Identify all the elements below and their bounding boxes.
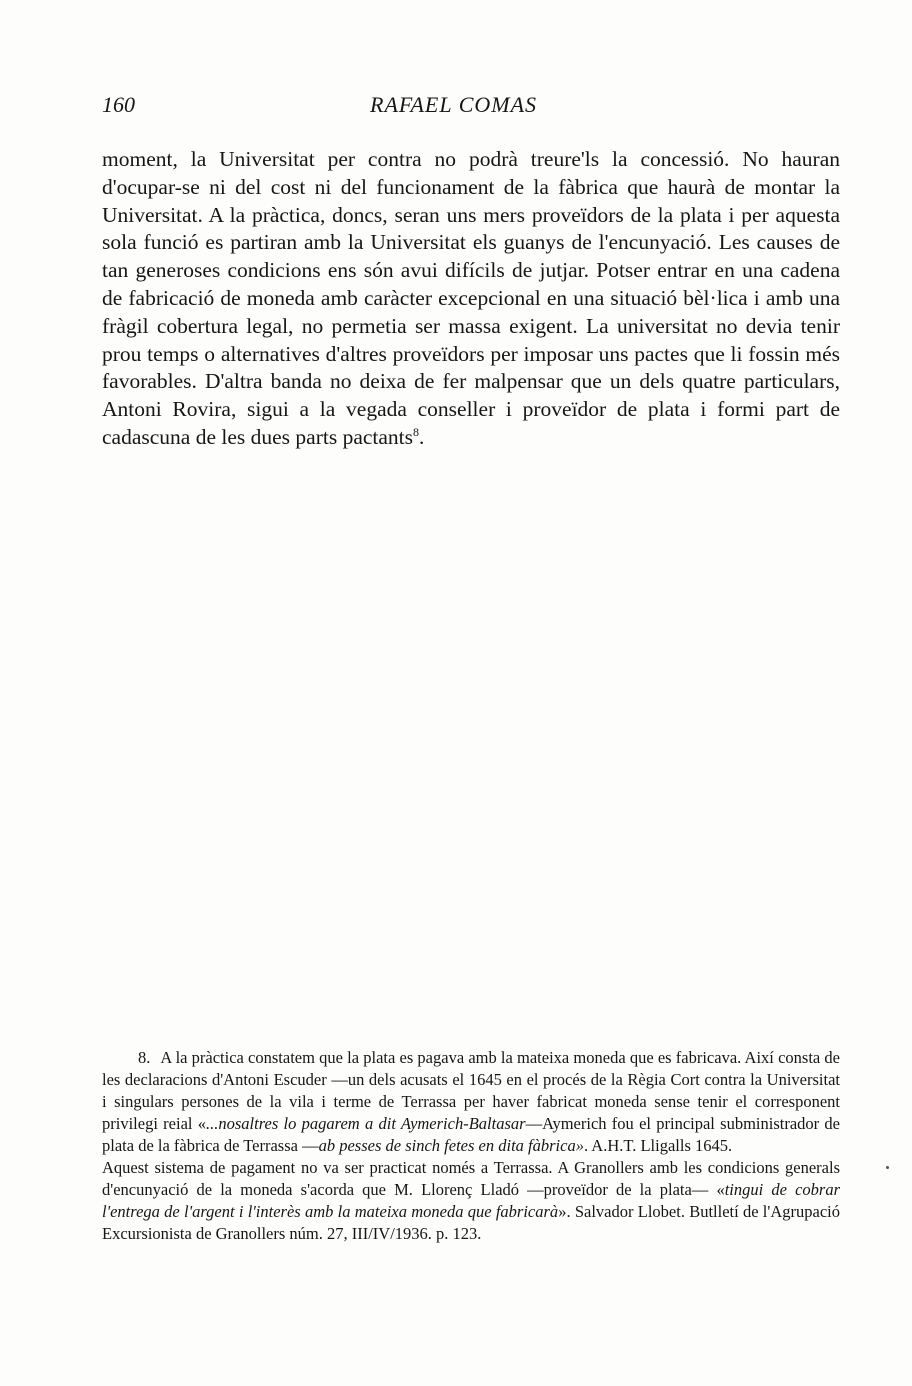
body-paragraph-end: .: [419, 424, 425, 449]
footnote-text: Aquest sistema de pagament no va ser practicat només a Terrassa. A Granollers amb les condicions generals d'encunyació de la moneda s'acorda que M. Llorenç Lladó —proveïdor de la plata— «: [102, 1158, 840, 1199]
body-paragraph-text: moment, la Universitat per contra no podrà treure'ls la concessió. No hauran d'ocupar-se ni del cost ni del funcionament de la fàbrica que haurà de montar la Universitat. A la pràctica, doncs, seran uns mers proveïdors de la plata i per aquesta sola funció es partiran amb la Universitat els guanys de l'encunyació. Les causes de tan generoses condicions ens són avui difícils de jutjar. Potser entrar en una cadena de fabricació de moneda amb caràcter excepcional en una situació bèl·lica i amb una fràgil cobertura legal, no permetia ser massa exigent. La universitat no devia tenir prou temps o alternatives d'altres proveïdors per imposar uns pactes que li fossin més favorables. D'altra banda no deixa de fer malpensar que un dels quatre particulars, Antoni Rovira, sigui a la vegada conseller i proveïdor de plata i formi part de cadascuna de les dues parts pactants: [102, 147, 840, 449]
footnote-8: [102, 1047, 840, 1245]
footnote-quote: ab pesses de sinch fetes en dita fàbrica»: [318, 1136, 584, 1155]
page-number: 160: [102, 92, 135, 117]
footnote-paragraph-2: [102, 1157, 840, 1245]
footnote-reference[interactable]: 8: [413, 424, 420, 439]
body-paragraph: [102, 146, 840, 452]
footnote-text: . A.H.T. Lligalls 1645.: [583, 1136, 733, 1155]
footnote-quote: tingui de cobrar l'entrega de l'argent i l'interès amb la mateixa moneda que fabricarà: [102, 1180, 840, 1221]
footnote-quote: ...nosaltres lo pagarem a dit Aymerich-Baltasar: [206, 1114, 526, 1133]
footnote-number: 8.: [138, 1048, 151, 1067]
scan-speck: [886, 1166, 889, 1169]
footnote-text: ». Salvador Llobet. Butlletí de l'Agrupació Excursionista de Granollers núm. 27, III/IV/1936. p. 123.: [102, 1202, 841, 1243]
footnote-paragraph-1: [102, 1047, 840, 1157]
footnote-text: A la pràctica constatem que la plata es pagava amb la mateixa moneda que es fabricava. Així consta de les declaracions d'Antoni Escuder —un dels acusats el 1645 en el procés de la Règia Cort contra la Universitat i singulars persones de la vila i terme de Terrassa per haver fabricat moneda sense tenir el corresponent privilegi reial «: [102, 1048, 840, 1133]
running-title: RAFAEL COMAS: [370, 92, 538, 117]
running-head: [102, 92, 842, 122]
footnote-text: —Aymerich fou el principal subministrador de plata de la fàbrica de Terrassa —: [102, 1114, 841, 1155]
